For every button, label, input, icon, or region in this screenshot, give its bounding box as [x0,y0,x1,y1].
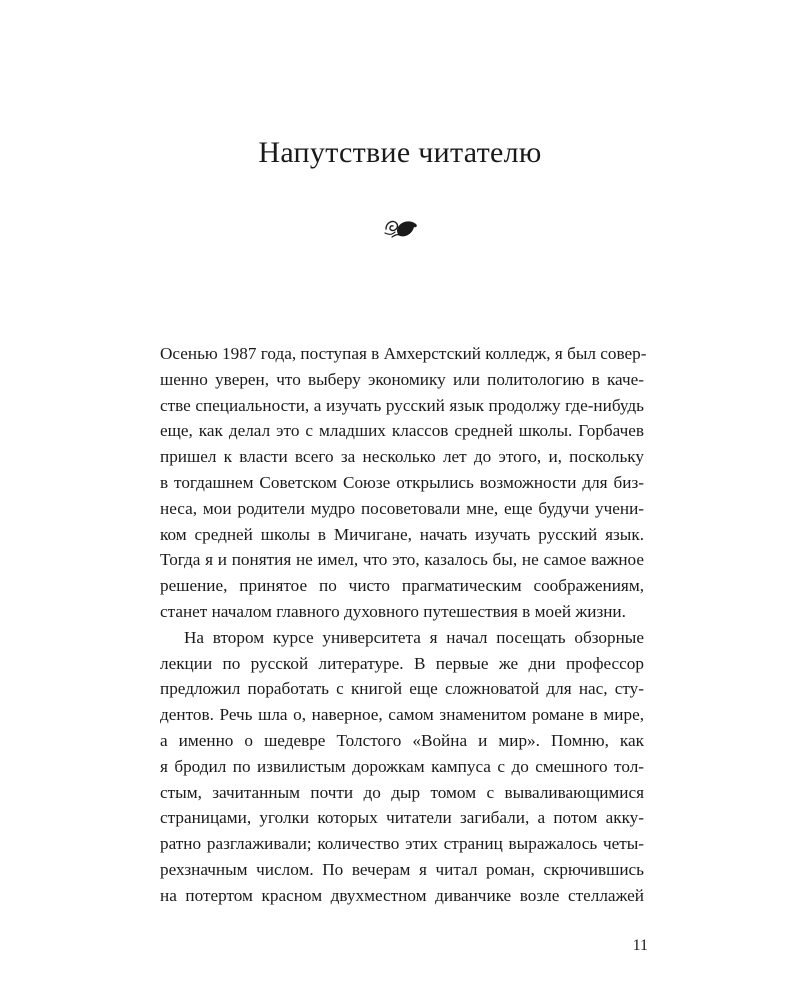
text-line: Осенью 1987 года, поступая в Амхерстский колледж, я был совер- [160,344,647,363]
text-line: решение, принятое по чисто прагматическим соображениям, [160,576,644,596]
text-line: стве специальности, а изучать русский язык продолжу где-нибудь [160,395,644,415]
text-line: неса, мои родители мудро посоветовали мне, еще будучи учени- [160,498,644,518]
text-line: ком средней школы в Мичигане, начать изучать русский язык. [160,524,644,544]
text-line: ратно разглаживали; количество этих страниц выражалось четы- [160,834,644,854]
text-line: дентов. Речь шла о, наверное, самом знаменитом романе в мире, [160,705,644,725]
text-line: а именно о шедевре Толстого «Война и мир». Помню, как [160,730,644,750]
text-line: шенно уверен, что выберу экономику или политологию в каче- [160,369,644,389]
text-line: станет началом главного духовного путешествия в моей жизни. [160,601,626,621]
page-number: 11 [632,937,648,954]
text-line: пришел к власти всего за несколько лет до этого, и, поскольку [160,447,644,467]
text-line: страницами, уголки которых читатели загибали, а потом акку- [160,808,644,828]
text-line: в тогдашнем Советском Союзе открылись возможности для биз- [160,472,644,492]
text-line: рехзначным числом. По вечерам я читал роман, скрючившись [160,859,644,879]
text-line: предложил поработать с книгой еще сложноватой для нас, сту- [160,679,644,699]
text-line: лекции по русской литературе. В первые же дни профессор [160,653,644,673]
body-paragraphs [160,341,647,909]
text-line: еще, как делал это с младших классов средней школы. Горбачев [160,421,644,441]
text-line: Тогда я и понятия не имел, что это, казалось бы, не самое важное [160,550,644,570]
chapter-title: Напутствие читателю [258,136,542,169]
text-line: стым, зачитанным почти до дыр томом с вываливающимися [160,782,644,802]
text-line: На втором курсе университета я начал посещать обзорные [184,627,644,647]
text-line: на потертом красном двухместном диванчике возле стеллажей [160,885,644,905]
text-line: я бродил по извилистым дорожкам кампуса с до смешного тол- [160,756,644,776]
fleuron-icon [383,213,419,241]
